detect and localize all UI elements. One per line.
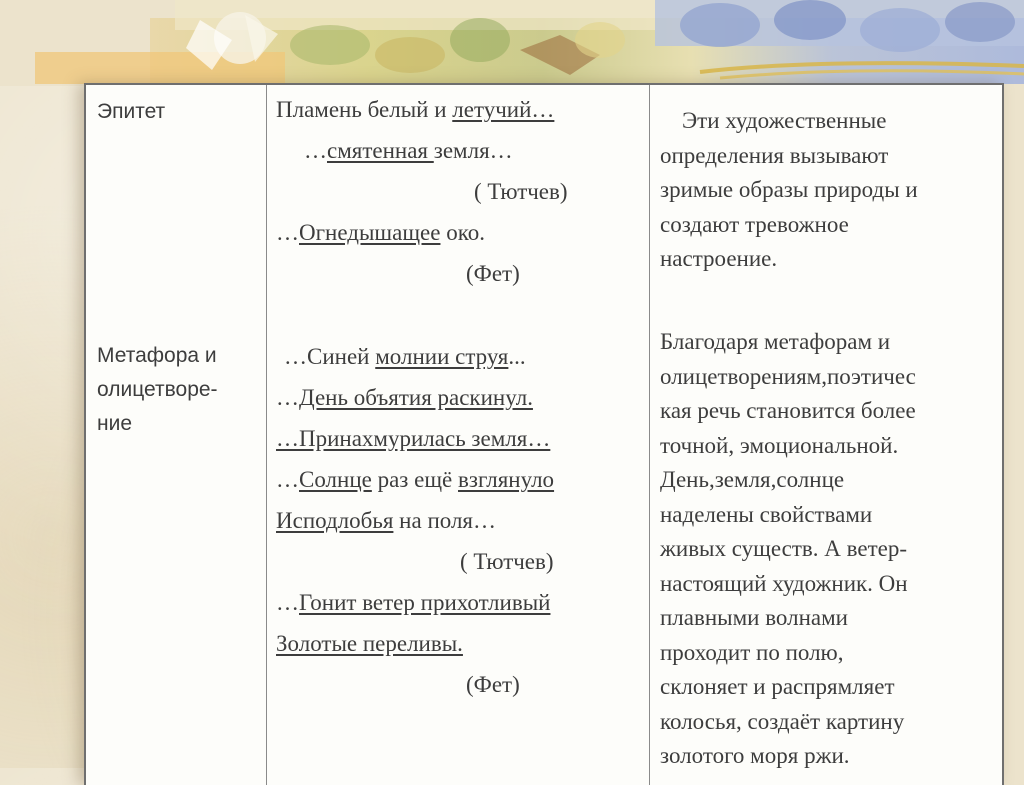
highlighted-phrase: …Принахмурилась земля… <box>276 426 551 451</box>
verse-text: …Синей <box>284 344 376 369</box>
column-divider <box>649 85 650 785</box>
verse-line <box>276 418 646 459</box>
highlighted-phrase: Гонит ветер прихотливый <box>299 590 551 615</box>
verse-text: … <box>276 220 299 245</box>
verse-text: земля… <box>433 138 513 163</box>
highlighted-phrase: Золотые переливы. <box>276 631 463 656</box>
comment-line: настоящий художник. Он <box>660 570 908 596</box>
verse-text: (Фет) <box>466 672 520 697</box>
comment-line: Эти художественные <box>682 108 887 133</box>
highlighted-phrase: смятенная <box>327 138 434 163</box>
verse-line <box>276 253 646 294</box>
comment-lines <box>660 325 996 774</box>
verse-examples-metaphor <box>276 336 646 705</box>
verse-text: раз ещё <box>371 467 459 492</box>
verse-line <box>276 171 646 212</box>
term-metaphor <box>97 339 262 441</box>
verse-text: … <box>276 467 299 492</box>
comment-line: колосья, создаёт картину <box>660 708 905 734</box>
comment-metaphor <box>660 325 996 774</box>
verse-text: око. <box>440 220 485 245</box>
comment-lines <box>660 104 996 277</box>
comment-line: Благодаря метафорам и <box>660 329 891 354</box>
verse-line <box>276 89 646 130</box>
term-line: олицетворе- <box>97 378 218 401</box>
verse-line <box>276 582 646 623</box>
comment-line: олицетворениям,поэтичес <box>660 363 916 389</box>
highlighted-phrase: Огнедышащее <box>299 220 441 245</box>
term-epithet <box>97 95 262 129</box>
comment-line: кая речь становится более <box>660 398 916 423</box>
verse-text: ... <box>508 344 526 369</box>
verse-text: ( Тютчев) <box>460 549 554 574</box>
decorative-floral-banner <box>0 0 1024 86</box>
comment-line: проходит по полю, <box>660 639 844 665</box>
comment-line: зримые образы природы и <box>660 177 918 202</box>
verse-lines <box>276 336 646 705</box>
term-lines <box>97 95 262 129</box>
comment-line: День,земля,солнце <box>660 467 845 492</box>
verse-examples-epithet <box>276 89 646 294</box>
verse-line <box>276 664 646 705</box>
verse-text: … <box>276 385 299 410</box>
comment-line: плавными волнами <box>660 605 848 630</box>
term-line: Эпитет <box>97 100 166 123</box>
comment-epithet <box>660 104 996 277</box>
verse-text: (Фет) <box>466 261 520 286</box>
term-line: Метафора и <box>97 344 217 367</box>
verse-text: на поля… <box>393 508 497 533</box>
verse-line <box>276 541 646 582</box>
verse-line <box>276 459 646 500</box>
highlighted-phrase: молнии струя <box>375 344 509 369</box>
highlighted-phrase: взглянуло <box>458 467 555 492</box>
highlighted-phrase: День объятия раскинул. <box>299 385 533 410</box>
term-lines <box>97 339 262 441</box>
verse-text: … <box>304 138 327 163</box>
verse-line <box>276 336 646 377</box>
comment-line: живых существ. А ветер- <box>660 536 907 561</box>
comment-line: золотого моря ржи. <box>660 743 850 768</box>
column-divider <box>266 85 267 785</box>
verse-line <box>276 377 646 418</box>
verse-line <box>276 500 646 541</box>
comparison-table <box>84 83 1004 785</box>
comment-line: создают тревожное <box>660 211 849 237</box>
verse-text: Пламень белый и <box>276 97 453 122</box>
highlighted-phrase: Солнце <box>299 467 372 492</box>
verse-text: ( Тютчев) <box>474 179 568 204</box>
highlighted-phrase: летучий… <box>452 97 555 122</box>
verse-text: … <box>276 590 299 615</box>
verse-lines <box>276 89 646 294</box>
verse-line <box>276 212 646 253</box>
comment-line: настроение. <box>660 246 778 271</box>
comment-line: наделены свойствами <box>660 501 873 527</box>
comment-line: определения вызывают <box>660 142 889 168</box>
comment-line: склоняет и распрямляет <box>660 674 895 699</box>
comment-line: точной, эмоциональной. <box>660 432 899 458</box>
highlighted-phrase: Исподлобья <box>276 508 394 533</box>
verse-line <box>276 130 646 171</box>
term-line: ние <box>97 412 133 435</box>
verse-line <box>276 623 646 664</box>
